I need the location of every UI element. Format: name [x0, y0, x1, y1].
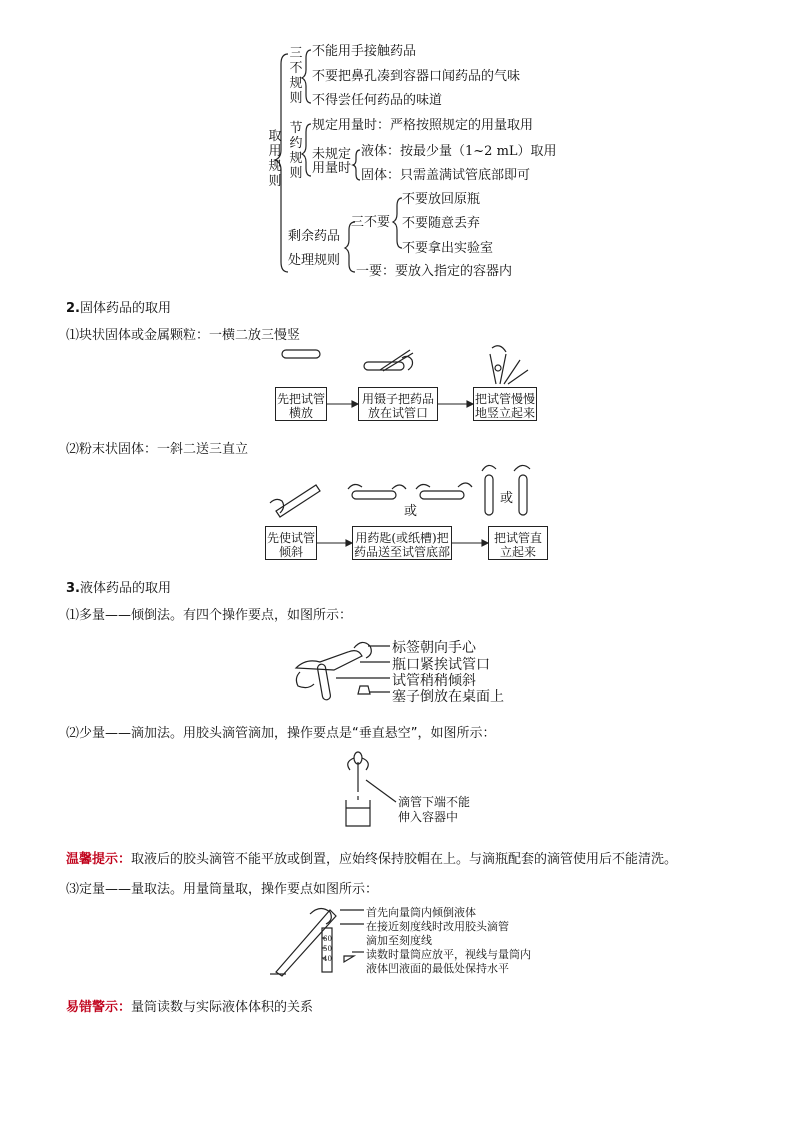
- section3-number: 3.: [66, 581, 80, 596]
- section3-sub1: ⑴多量——倾倒法。有四个操作要点，如图所示：: [66, 608, 353, 623]
- three-no-rules-label: 三不规则: [289, 46, 303, 106]
- dropper-note-1: 滴管下端不能: [398, 795, 471, 809]
- flow2-step1: 先使试管倾斜: [265, 526, 317, 560]
- dropper-illustration: [0, 740, 794, 830]
- warning-text: 量筒读数与实际液体体积的关系: [131, 1000, 314, 1015]
- section3-sub2: ⑵少量——滴加法。用胶头滴管滴加，操作要点是“垂直悬空”，如图所示：: [66, 726, 496, 741]
- cylinder-note-4: 读数时量筒应放平，视线与量筒内: [366, 948, 531, 961]
- rule-no-smell: 不要把鼻孔凑到容器口闻药品的气味: [312, 69, 521, 84]
- leftover-label-1: 剩余药品: [288, 229, 341, 244]
- flow1-step3: 把试管慢慢地竖立起来: [473, 387, 537, 421]
- flow1-step1: 先把试管横放: [275, 387, 327, 421]
- saving-liquid: 液体：按最少量（1~2 mL）取用: [361, 144, 557, 159]
- section2-title: 固体药品的取用: [79, 301, 171, 316]
- saving-unspecified-label: [312, 148, 354, 176]
- rule-no-touch: 不能用手接触药品: [312, 44, 417, 59]
- pour-point-2: 瓶口紧挨试管口: [392, 657, 490, 673]
- leftover-no-discard: 不要随意丢弃: [402, 216, 481, 231]
- cylinder-note-5: 液体凹液面的最低处保持水平: [366, 962, 509, 975]
- flow2-step3: 把试管直立起来: [488, 526, 548, 560]
- cylinder-note-3: 滴加至刻度线: [366, 934, 432, 947]
- leftover-one-yes: 一要：要放入指定的容器内: [356, 264, 513, 279]
- tip-label: 温馨提示：: [66, 852, 132, 867]
- three-no-yao-label: 三不要: [351, 215, 391, 230]
- tick-40: 40: [323, 955, 332, 963]
- section2-heading: [66, 297, 171, 316]
- warning-label: 易错警示：: [66, 1000, 132, 1015]
- section3-sub3: ⑶定量——量取法。用量筒量取，操作要点如图所示：: [66, 882, 379, 897]
- flow1-step2: 用镊子把药品放在试管口: [358, 387, 438, 421]
- pour-point-1: 标签朝向手心: [392, 640, 476, 656]
- dropper-note-2: 伸入容器中: [398, 810, 459, 824]
- flow1-arrows: [0, 395, 794, 415]
- flow2-or-2: 或: [500, 491, 514, 506]
- saving-rules-label: 节约规则: [289, 121, 303, 181]
- section3-title: 液体药品的取用: [79, 581, 171, 596]
- section3-heading: [66, 577, 171, 596]
- flow2-illustrations: [0, 455, 794, 525]
- warning-line: [66, 996, 313, 1015]
- section2-number: 2.: [66, 301, 80, 316]
- rule-no-taste: 不得尝任何药品的味道: [312, 93, 443, 108]
- flow2-or-1: 或: [404, 504, 418, 519]
- leftover-label-2: 处理规则: [288, 253, 341, 268]
- tip-text: 取液后的胶头滴管不能平放或倒置，应始终保持胶帽在上。与滴瓶配套的滴管使用后不能清洗。: [131, 852, 678, 867]
- flow2-arrows: [0, 534, 794, 554]
- leftover-no-takeout: 不要拿出实验室: [402, 241, 494, 256]
- saving-specified: 规定用量时：严格按照规定的用量取用: [312, 118, 534, 133]
- pour-point-3: 试管稍稍倾斜: [392, 673, 476, 689]
- tree-root-label: 取用规则: [268, 129, 282, 189]
- section2-sub1: ⑴块状固体或金属颗粒：一横二放三慢竖: [66, 328, 301, 343]
- cylinder-note-1: 首先向量筒内倾倒液体: [366, 906, 476, 919]
- tick-60: 60: [323, 935, 332, 943]
- unspecified-text: 未规定用量时: [312, 147, 352, 176]
- cylinder-note-2: 在接近刻度线时改用胶头滴管: [366, 920, 509, 933]
- flow2-step2: 用药匙(或纸槽)把药品送至试管底部: [352, 526, 452, 560]
- pour-point-4: 塞子倒放在桌面上: [392, 689, 504, 705]
- tick-50: 50: [323, 945, 332, 953]
- saving-solid: 固体：只需盖满试管底部即可: [361, 168, 531, 183]
- section2-sub2: ⑵粉末状固体：一斜二送三直立: [66, 442, 249, 457]
- leftover-no-return: 不要放回原瓶: [402, 192, 481, 207]
- tip-line: [66, 848, 677, 867]
